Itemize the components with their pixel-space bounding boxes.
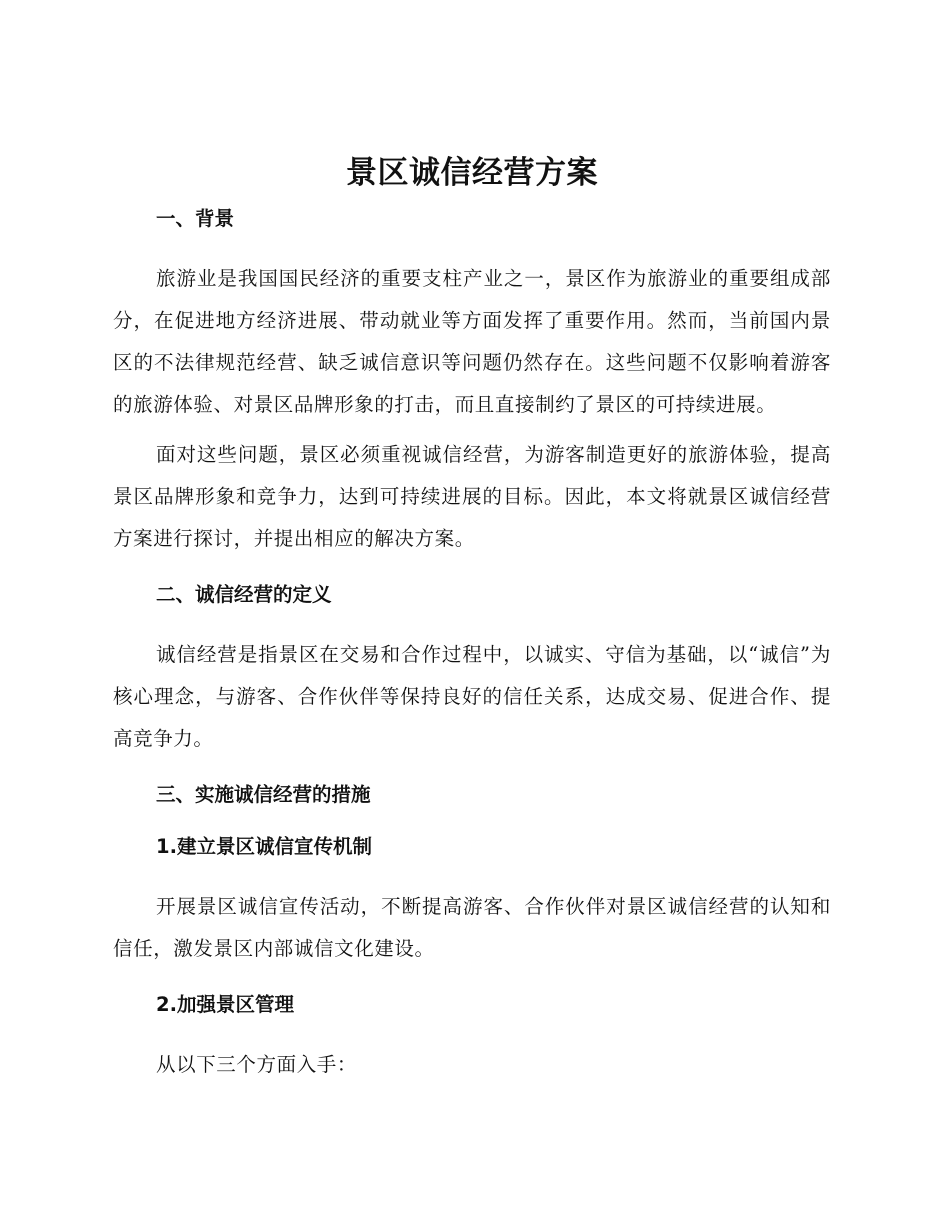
paragraph-publicity: 开展景区诚信宣传活动，不断提高游客、合作伙伴对景区诚信经营的认知和信任，激发景区内部诚信文化建设。 bbox=[113, 895, 831, 960]
paragraph-definition: 诚信经营是指景区在交易和合作过程中，以诚实、守信为基础，以“诚信”为核心理念，与游客、合作伙伴等保持良好的信任关系，达成交易、促进合作、提高竞争力。 bbox=[113, 643, 831, 750]
paragraph-background-2: 面对这些问题，景区必须重视诚信经营，为游客制造更好的旅游体验，提高景区品牌形象和竞争力，达到可持续进展的目标。因此，本文将就景区诚信经营方案进行探讨，并提出相应的解决方案。 bbox=[113, 443, 831, 550]
document-title: 景区诚信经营方案 bbox=[346, 155, 598, 191]
document-body bbox=[113, 150, 831, 1094]
section-heading-measures: 三、实施诚信经营的措施 bbox=[156, 783, 371, 806]
subsection-heading-management: 2.加强景区管理 bbox=[156, 993, 294, 1016]
section-heading-definition: 二、诚信经营的定义 bbox=[156, 583, 332, 606]
paragraph-management-intro: 从以下三个方面入手： bbox=[156, 1053, 358, 1076]
paragraph-background-1: 旅游业是我国国民经济的重要支柱产业之一，景区作为旅游业的重要组成部分，在促进地方经济进展、带动就业等方面发挥了重要作用。然而，当前国内景区的不法律规范经营、缺乏诚信意识等问题仍然存在。这些问题不仅影响着游客的旅游体验、对景区品牌形象的打击，而且直接制约了景区的可持续进展。 bbox=[113, 267, 831, 416]
section-heading-background: 一、背景 bbox=[156, 207, 235, 230]
subsection-heading-publicity: 1.建立景区诚信宣传机制 bbox=[156, 835, 372, 858]
